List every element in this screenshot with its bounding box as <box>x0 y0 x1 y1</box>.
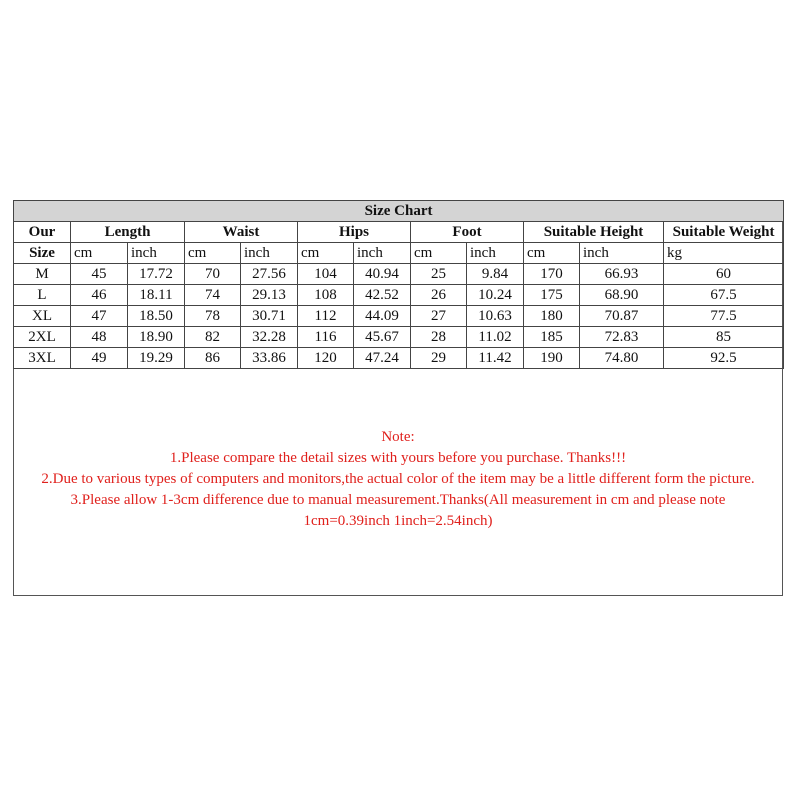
unit-cell: inch <box>467 243 524 264</box>
note-3: 3.Please allow 1-3cm difference due to manual measurement.Thanks(All measurement in cm and please note 1cm=0.39inch 1inch=2.54inch) <box>70 492 726 529</box>
measurement-cell: 175 <box>524 285 580 306</box>
measurement-cell: 30.71 <box>241 306 298 327</box>
measurement-cell: 170 <box>524 264 580 285</box>
header-foot: Foot <box>411 222 524 243</box>
measurement-cell: 17.72 <box>128 264 185 285</box>
measurement-cell: 40.94 <box>354 264 411 285</box>
measurement-cell: 92.5 <box>664 348 784 369</box>
measurement-cell: 47 <box>71 306 128 327</box>
note-heading: Note: <box>381 429 415 445</box>
unit-cell: cm <box>298 243 354 264</box>
size-header-top: Our <box>14 222 71 243</box>
header-length: Length <box>71 222 185 243</box>
unit-cell: kg <box>664 243 784 264</box>
size-chart-frame <box>13 200 783 596</box>
measurement-cell: 190 <box>524 348 580 369</box>
note-1: 1.Please compare the detail sizes with yours before you purchase. Thanks!!! <box>169 450 627 466</box>
measurement-cell: 120 <box>298 348 354 369</box>
measurement-cell: 49 <box>71 348 128 369</box>
header-row <box>14 222 784 243</box>
unit-cell: inch <box>128 243 185 264</box>
unit-row <box>14 243 784 264</box>
size-label-cell: XL <box>14 306 71 327</box>
measurement-cell: 70 <box>185 264 241 285</box>
size-row <box>14 306 784 327</box>
size-row <box>14 285 784 306</box>
note-2: 2.Due to various types of computers and monitors,the actual color of the item may be a little different form the picture. <box>41 471 755 487</box>
measurement-cell: 29.13 <box>241 285 298 306</box>
measurement-cell: 27 <box>411 306 467 327</box>
measurement-cell: 185 <box>524 327 580 348</box>
measurement-cell: 18.11 <box>128 285 185 306</box>
measurement-cell: 85 <box>664 327 784 348</box>
measurement-cell: 45 <box>71 264 128 285</box>
measurement-cell: 11.02 <box>467 327 524 348</box>
measurement-cell: 19.29 <box>128 348 185 369</box>
title-row <box>14 201 784 222</box>
measurement-cell: 28 <box>411 327 467 348</box>
chart-title: Size Chart <box>14 201 784 222</box>
unit-cell: cm <box>411 243 467 264</box>
measurement-cell: 46 <box>71 285 128 306</box>
size-label-cell: M <box>14 264 71 285</box>
measurement-cell: 11.42 <box>467 348 524 369</box>
notes-block <box>14 427 782 532</box>
measurement-cell: 32.28 <box>241 327 298 348</box>
measurement-cell: 104 <box>298 264 354 285</box>
measurement-cell: 70.87 <box>580 306 664 327</box>
size-row <box>14 264 784 285</box>
measurement-cell: 26 <box>411 285 467 306</box>
unit-cell: cm <box>524 243 580 264</box>
measurement-cell: 112 <box>298 306 354 327</box>
header-waist: Waist <box>185 222 298 243</box>
header-suitable-weight: Suitable Weight <box>664 222 784 243</box>
size-row <box>14 327 784 348</box>
header-suitable-height: Suitable Height <box>524 222 664 243</box>
size-rows <box>14 264 784 369</box>
measurement-cell: 116 <box>298 327 354 348</box>
unit-cell: inch <box>241 243 298 264</box>
measurement-cell: 10.24 <box>467 285 524 306</box>
measurement-cell: 9.84 <box>467 264 524 285</box>
size-label-cell: 3XL <box>14 348 71 369</box>
measurement-cell: 66.93 <box>580 264 664 285</box>
size-row <box>14 348 784 369</box>
unit-cell: cm <box>185 243 241 264</box>
size-header-bottom: Size <box>14 243 71 264</box>
unit-cell: inch <box>354 243 411 264</box>
measurement-cell: 25 <box>411 264 467 285</box>
measurement-cell: 18.90 <box>128 327 185 348</box>
measurement-cell: 47.24 <box>354 348 411 369</box>
measurement-cell: 72.83 <box>580 327 664 348</box>
size-label-cell: L <box>14 285 71 306</box>
unit-cell: cm <box>71 243 128 264</box>
measurement-cell: 42.52 <box>354 285 411 306</box>
measurement-cell: 45.67 <box>354 327 411 348</box>
measurement-cell: 67.5 <box>664 285 784 306</box>
measurement-cell: 44.09 <box>354 306 411 327</box>
measurement-cell: 48 <box>71 327 128 348</box>
measurement-cell: 74 <box>185 285 241 306</box>
measurement-cell: 68.90 <box>580 285 664 306</box>
size-label-cell: 2XL <box>14 327 71 348</box>
measurement-cell: 82 <box>185 327 241 348</box>
measurement-cell: 77.5 <box>664 306 784 327</box>
size-chart-table <box>13 200 784 369</box>
measurement-cell: 18.50 <box>128 306 185 327</box>
measurement-cell: 33.86 <box>241 348 298 369</box>
measurement-cell: 60 <box>664 264 784 285</box>
measurement-cell: 86 <box>185 348 241 369</box>
measurement-cell: 108 <box>298 285 354 306</box>
header-hips: Hips <box>298 222 411 243</box>
measurement-cell: 27.56 <box>241 264 298 285</box>
measurement-cell: 74.80 <box>580 348 664 369</box>
unit-cell: inch <box>580 243 664 264</box>
measurement-cell: 78 <box>185 306 241 327</box>
measurement-cell: 29 <box>411 348 467 369</box>
measurement-cell: 10.63 <box>467 306 524 327</box>
measurement-cell: 180 <box>524 306 580 327</box>
